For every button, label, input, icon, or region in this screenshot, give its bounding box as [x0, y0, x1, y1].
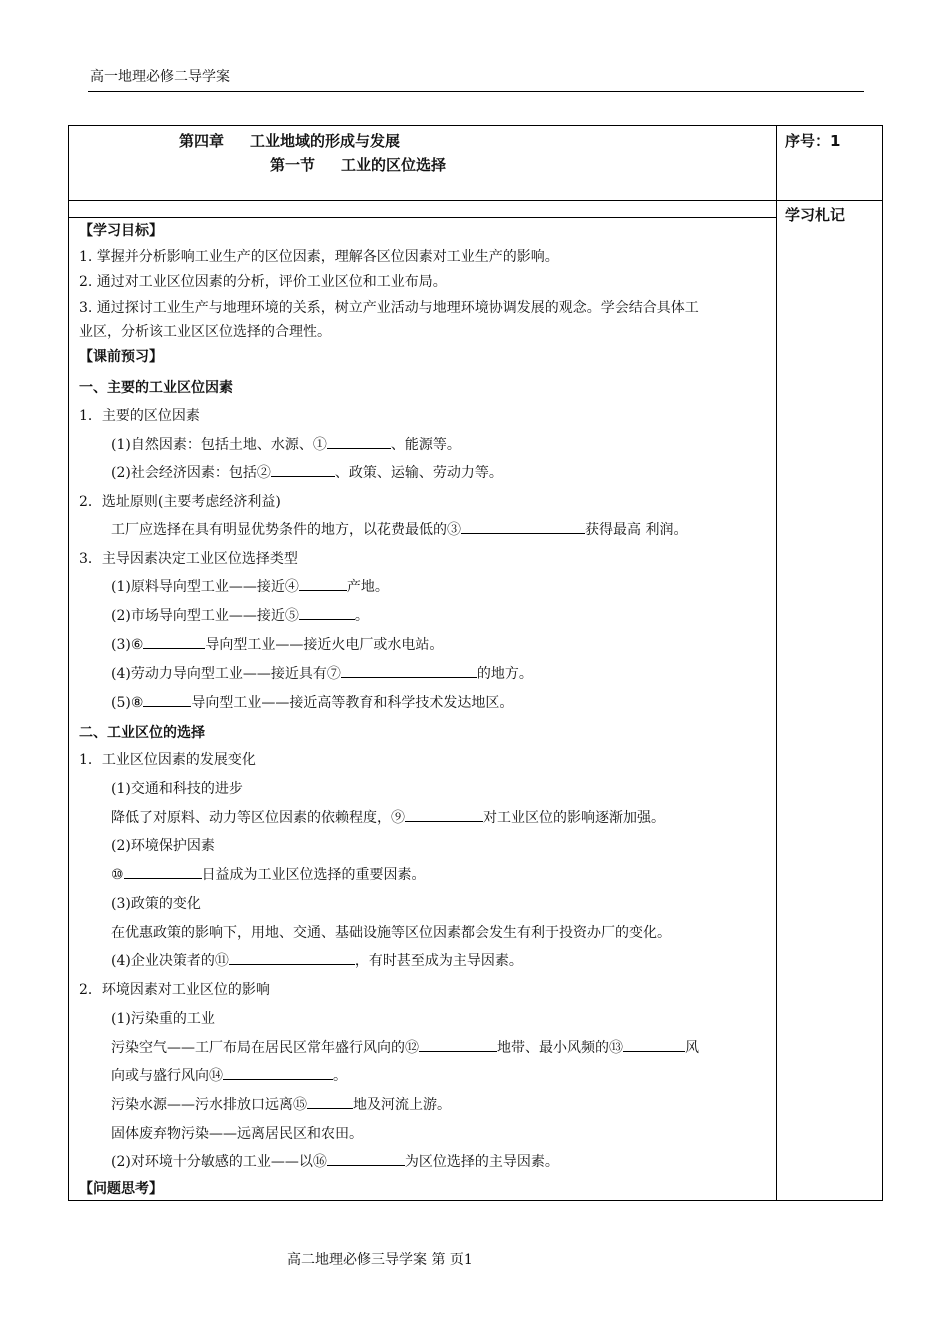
worksheet-table	[68, 125, 883, 1201]
serial-number: 序号：1	[785, 132, 841, 150]
item-1-3d: (4)劳动力导向型工业——接近具有⑦ 的地方。	[111, 666, 533, 682]
fill-blank[interactable]	[307, 1095, 353, 1109]
section-title: 工业的区位选择	[341, 156, 447, 174]
goals-heading: 【学习目标】	[79, 223, 163, 239]
item-2-2a-text1: 污染空气——工厂布局在居民区常年盛行风向的⑫ 地带、最小风频的⑬ 风	[111, 1040, 699, 1056]
row-divider	[69, 200, 882, 201]
goal-3-line1: 3. 通过探讨工业生产与地理环境的关系，树立产业活动与地理环境协调发展的观念。学会结合具体工	[79, 300, 699, 316]
section-1-heading: 一、主要的工业区位因素	[79, 380, 233, 396]
item-2-2a-text4: 固体废弃物污染——远离居民区和农田。	[111, 1126, 363, 1142]
item-2-1a: (1)交通和科技的进步	[111, 781, 243, 797]
item-1-3: 3．主导因素决定工业区位选择类型	[79, 551, 298, 567]
chapter-heading	[179, 130, 400, 151]
item-2-1c: (3)政策的变化	[111, 896, 201, 912]
section-heading	[270, 154, 446, 175]
item-2-1: 1．工业区位因素的发展变化	[79, 752, 256, 768]
item-2-2a-text3: 污染水源——污水排放口远离⑮ 地及河流上游。	[111, 1097, 451, 1113]
goal-1: 1. 掌握并分析影响工业生产的区位因素，理解各区位因素对工业生产的影响。	[79, 249, 559, 265]
item-2-1d: (4)企业决策者的⑪ ，有时甚至成为主导因素。	[111, 953, 523, 969]
item-2-2b: (2)对环境十分敏感的工业——以⑯ 为区位选择的主导因素。	[111, 1154, 559, 1170]
fill-blank[interactable]	[299, 577, 347, 591]
item-1-2a: 工厂应选择在具有明显优势条件的地方，以花费最低的③ 获得最高 利润。	[111, 522, 688, 538]
item-1-3a: (1)原料导向型工业——接近④ 产地。	[111, 579, 389, 595]
goal-2: 2. 通过对工业区位因素的分析，评价工业区位和工业布局。	[79, 274, 447, 290]
fill-blank[interactable]	[341, 664, 477, 678]
item-2-1b-text: ⑩ 日益成为工业区位选择的重要因素。	[111, 867, 426, 883]
row-divider	[69, 217, 776, 218]
item-1-1b: (2)社会经济因素：包括② 、政策、运输、劳动力等。	[111, 465, 503, 481]
fill-blank[interactable]	[461, 520, 585, 534]
section-label: 第一节	[270, 156, 316, 174]
page-footer: 高二地理必修三导学案 第 页1	[287, 1252, 473, 1268]
fill-blank[interactable]	[327, 435, 391, 449]
item-2-1c-text: 在优惠政策的影响下，用地、交通、基础设施等区位因素都会发生有利于投资办厂的变化。	[111, 925, 671, 941]
fill-blank[interactable]	[405, 808, 483, 822]
column-divider	[776, 126, 777, 1200]
section-2-heading: 二、工业区位的选择	[79, 725, 205, 741]
fill-blank[interactable]	[143, 635, 205, 649]
item-1-2: 2．选址原则(主要考虑经济利益)	[79, 494, 281, 510]
fill-blank[interactable]	[419, 1038, 497, 1052]
preview-heading: 【课前预习】	[79, 349, 163, 365]
item-2-2a: (1)污染重的工业	[111, 1011, 215, 1027]
chapter-title: 工业地域的形成与发展	[250, 132, 401, 150]
fill-blank[interactable]	[124, 865, 202, 879]
fill-blank[interactable]	[223, 1066, 333, 1080]
fill-blank[interactable]	[327, 1152, 405, 1166]
notes-label: 学习札记	[785, 206, 846, 224]
fill-blank[interactable]	[271, 463, 335, 477]
fill-blank[interactable]	[229, 951, 355, 965]
item-1-3e: (5)⑧ 导向型工业——接近高等教育和科学技术发达地区。	[111, 695, 514, 711]
item-1-3b: (2)市场导向型工业——接近⑤ 。	[111, 608, 369, 624]
header-title: 高一地理必修二导学案	[90, 69, 230, 85]
goal-3-line2: 业区，分析该工业区区位选择的合理性。	[79, 324, 331, 340]
item-2-1a-text: 降低了对原料、动力等区位因素的依赖程度，⑨ 对工业区位的影响逐渐加强。	[111, 810, 665, 826]
fill-blank[interactable]	[299, 606, 355, 620]
think-heading: 【问题思考】	[79, 1181, 163, 1197]
item-1-3c: (3)⑥ 导向型工业——接近火电厂或水电站。	[111, 637, 444, 653]
item-2-2: 2．环境因素对工业区位的影响	[79, 982, 270, 998]
item-1-1a: (1)自然因素：包括土地、水源、① 、能源等。	[111, 437, 461, 453]
chapter-label: 第四章	[179, 132, 225, 150]
item-2-2a-text2: 向或与盛行风向⑭ 。	[111, 1068, 347, 1084]
item-2-1b: (2)环境保护因素	[111, 838, 215, 854]
fill-blank[interactable]	[623, 1038, 685, 1052]
item-1-1: 1．主要的区位因素	[79, 408, 200, 424]
header-rule	[88, 91, 864, 92]
fill-blank[interactable]	[143, 693, 191, 707]
